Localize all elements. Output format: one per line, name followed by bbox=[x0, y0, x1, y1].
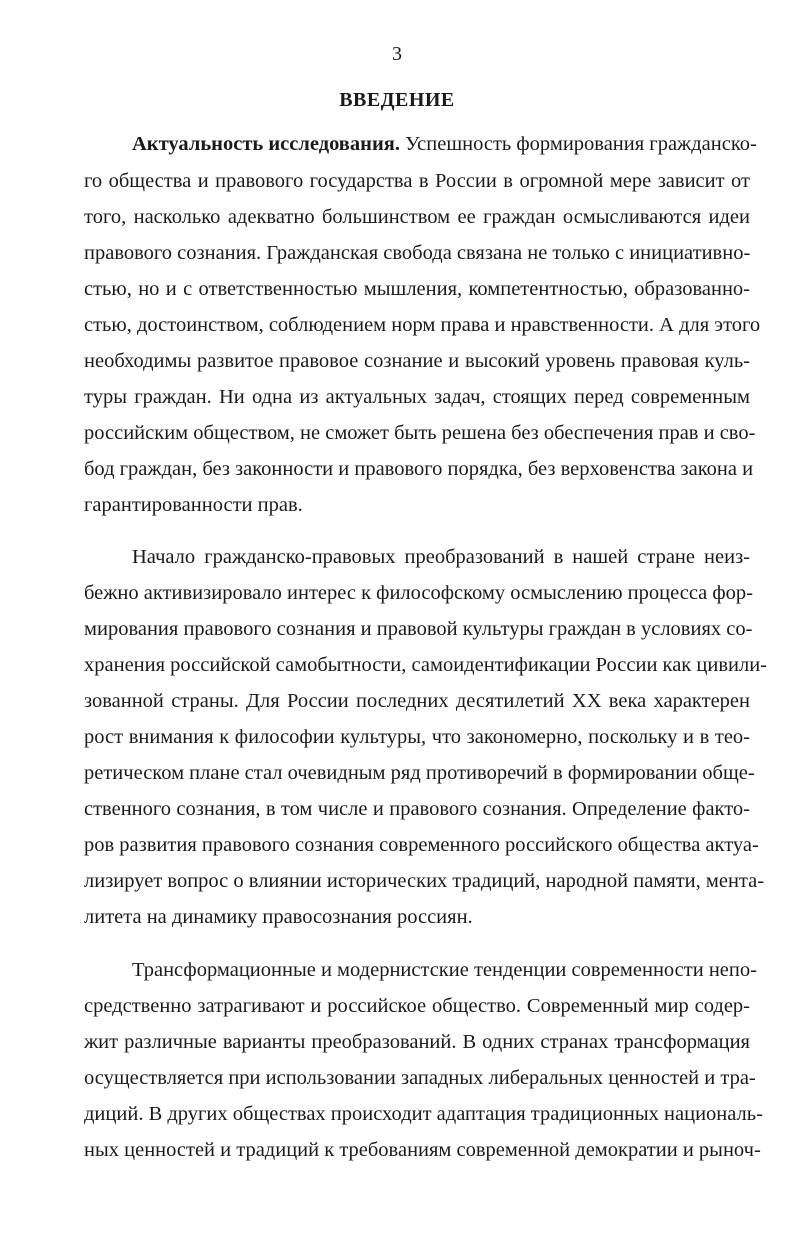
paragraph-1-line-4: правового сознания. Гражданская свобода связана не только с инициативно- bbox=[84, 242, 751, 264]
paragraph-2-line-2: бежно активизировало интерес к философскому осмыслению процесса фор- bbox=[84, 582, 754, 604]
paragraph-1-line-9: российским обществом, не сможет быть решена без обеспечения прав и сво- bbox=[84, 422, 756, 444]
paragraph-1-line-5: стью, но и с ответственностью мышления, компетентностью, образованно- bbox=[84, 278, 750, 300]
paragraph-1-line-8: туры граждан. Ни одна из актуальных задач, стоящих перед современным bbox=[84, 386, 750, 408]
paragraph-2-line-6: рост внимания к философии культуры, что закономерно, поскольку и в тео- bbox=[84, 726, 750, 748]
paragraph-1-line-10: бод граждан, без законности и правового порядка, без верховенства закона и bbox=[84, 458, 754, 480]
paragraph-2-line-11: литета на динамику правосознания россиян. bbox=[84, 906, 473, 928]
paragraph-3-line-3: жит различные варианты преобразований. В одних странах трансформация bbox=[84, 1031, 750, 1053]
paragraph-3-line-6: ных ценностей и традиций к требованиям современной демократии и рыноч- bbox=[84, 1139, 761, 1161]
lead-in-bold: Актуальность исследования. bbox=[132, 133, 400, 155]
paragraph-text: Успешность формирования гражданско- bbox=[399, 133, 757, 155]
paragraph-2-line-9: ров развития правового сознания современного российского общества актуа- bbox=[84, 834, 759, 856]
paragraph-1-line-2: го общества и правового государства в России в огромной мере зависит от bbox=[84, 170, 750, 192]
paragraph-2-line-5: зованной страны. Для России последних десятилетий XX века характерен bbox=[84, 690, 750, 712]
paragraph-2-line-8: ственного сознания, в том числе и правового сознания. Определение факто- bbox=[84, 798, 750, 820]
paragraph-3-line-5: диций. В других обществах происходит адаптация традиционных националь- bbox=[84, 1103, 763, 1125]
page-number: 3 bbox=[392, 43, 402, 65]
paragraph-2-line-3: мирования правового сознания и правовой культуры граждан в условиях со- bbox=[84, 618, 753, 640]
paragraph-3-line-1: Трансформационные и модернистские тенденции современности непо- bbox=[132, 959, 757, 981]
section-heading: ВВЕДЕНИЕ bbox=[339, 89, 455, 111]
paragraph-1-line-1 bbox=[132, 129, 757, 159]
paragraph-2-line-1: Начало гражданско-правовых преобразований в нашей стране неиз- bbox=[132, 546, 750, 568]
paragraph-1-line-3: того, насколько адекватно большинством ее граждан осмысливаются идеи bbox=[84, 206, 750, 228]
paragraph-1-line-11: гарантированности прав. bbox=[84, 494, 303, 516]
paragraph-2-line-4: хранения российской самобытности, самоидентификации России как цивили- bbox=[84, 654, 767, 676]
paragraph-3-line-4: осуществляется при использовании западных либеральных ценностей и тра- bbox=[84, 1067, 756, 1089]
paragraph-2-line-10: лизирует вопрос о влиянии исторических традиций, народной памяти, мента- bbox=[84, 870, 765, 892]
paragraph-2-line-7: ретическом плане стал очевидным ряд противоречий в формировании обще- bbox=[84, 762, 755, 784]
paragraph-3-line-2: средственно затрагивают и российское общество. Современный мир содер- bbox=[84, 995, 750, 1017]
paragraph-1-line-7: необходимы развитое правовое сознание и высокий уровень правовая куль- bbox=[84, 350, 750, 372]
paragraph-1-line-6: стью, достоинством, соблюдением норм права и нравственности. А для этого bbox=[84, 314, 761, 336]
